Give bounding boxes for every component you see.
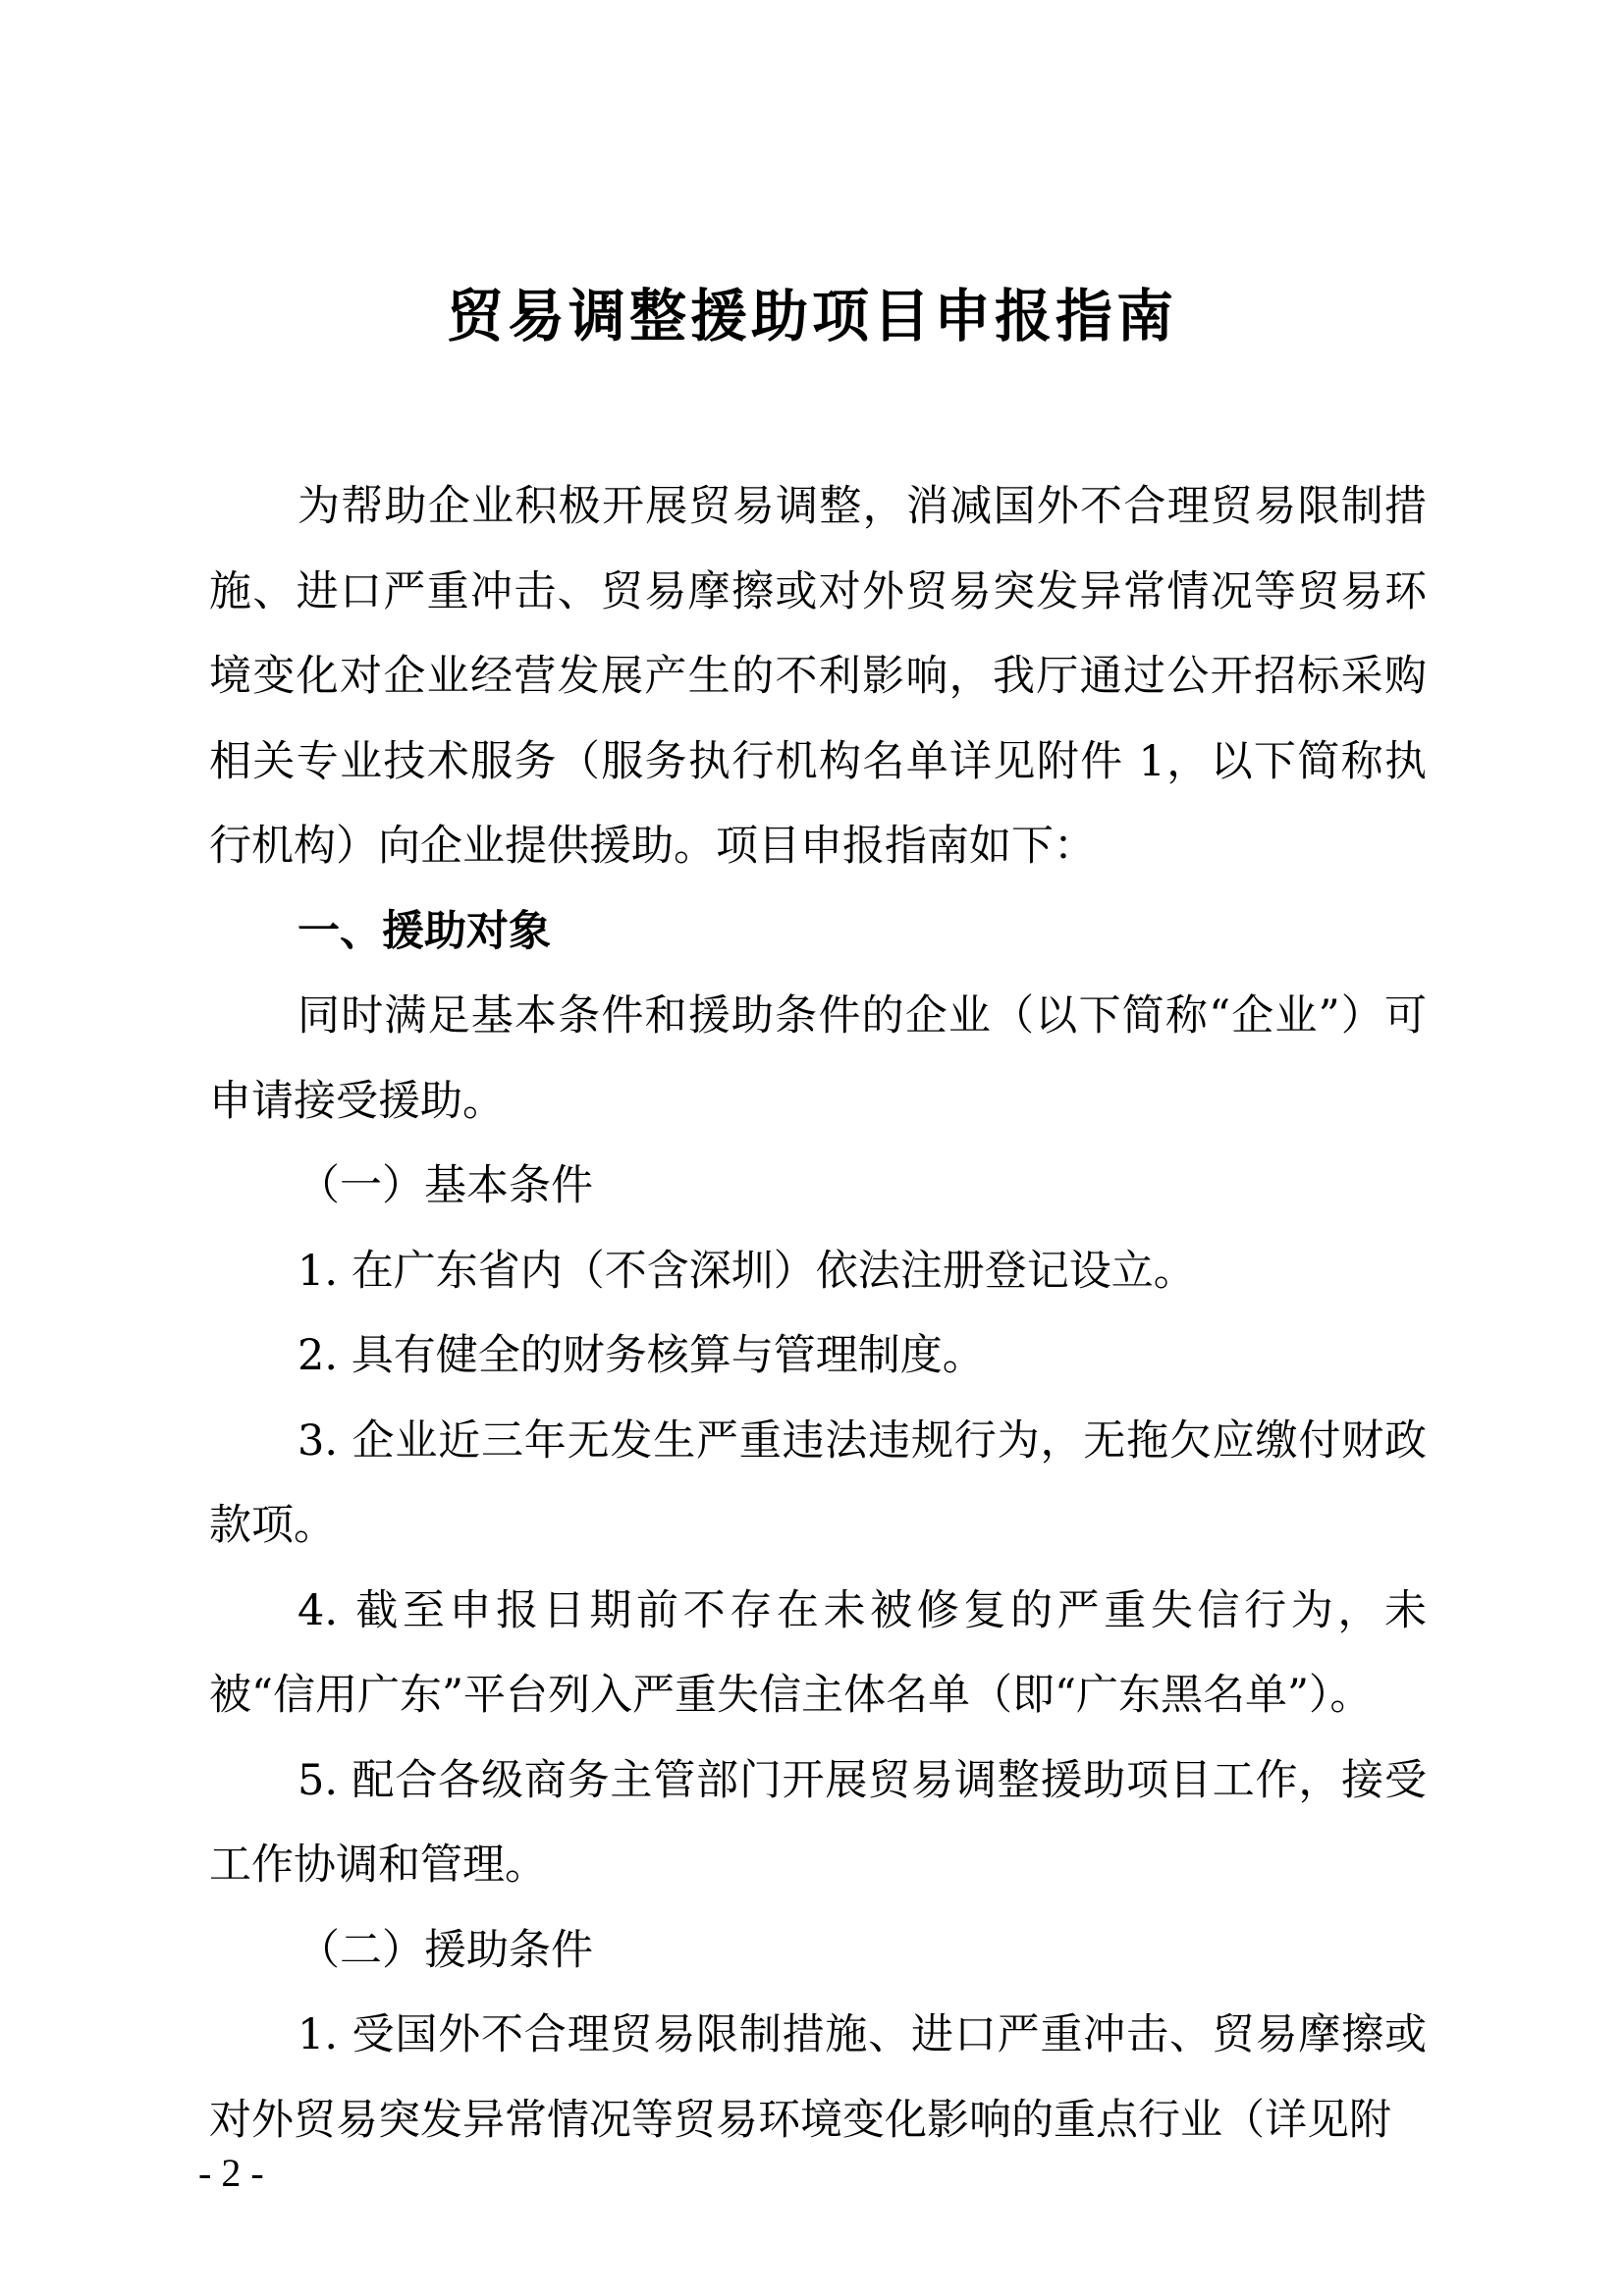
subheading-basic-conditions: （一）基本条件	[298, 1161, 593, 1210]
basic-condition-1: 1. 在广东省内（不含深圳）依法注册登记设立。	[298, 1246, 1196, 1296]
document-title: 贸易调整援助项目申报指南	[446, 283, 1177, 349]
section-heading-assistance-target: 一、援助对象	[298, 906, 551, 956]
intro-paragraph: 为帮助企业积极开展贸易调整，消减国外不合理贸易限制措施、进口严重冲击、贸易摩擦或对外贸易突发异常情况等贸易环境变化对企业经营发展产生的不利影响，我厅通过公开招标采购相关专业技术服务（服务执行机构名单详见附件 1，以下简称执行机构）向企业提供援助。项目申报指南如下：	[209, 482, 1427, 871]
basic-condition-2: 2. 具有健全的财务核算与管理制度。	[298, 1331, 985, 1380]
assistance-condition-1: 1. 受国外不合理贸易限制措施、进口严重冲击、贸易摩擦或对外贸易突发异常情况等贸易环境变化影响的重点行业（详见附	[209, 2010, 1427, 2145]
eligibility-paragraph: 同时满足基本条件和援助条件的企业（以下简称“企业”）可申请接受援助。	[209, 991, 1427, 1126]
basic-condition-4: 4. 截至申报日期前不存在未被修复的严重失信行为，未被“信用广东”平台列入严重失信主体名单（即“广东黑名单”）。	[209, 1585, 1427, 1720]
basic-condition-3: 3. 企业近三年无发生严重违法违规行为，无拖欠应缴付财政款项。	[209, 1415, 1427, 1550]
basic-condition-5: 5. 配合各级商务主管部门开展贸易调整援助项目工作，接受工作协调和管理。	[209, 1755, 1427, 1890]
subheading-assistance-conditions: （二）援助条件	[298, 1925, 593, 1975]
page-number: - 2 -	[198, 2151, 264, 2195]
document-body	[209, 464, 1427, 2163]
